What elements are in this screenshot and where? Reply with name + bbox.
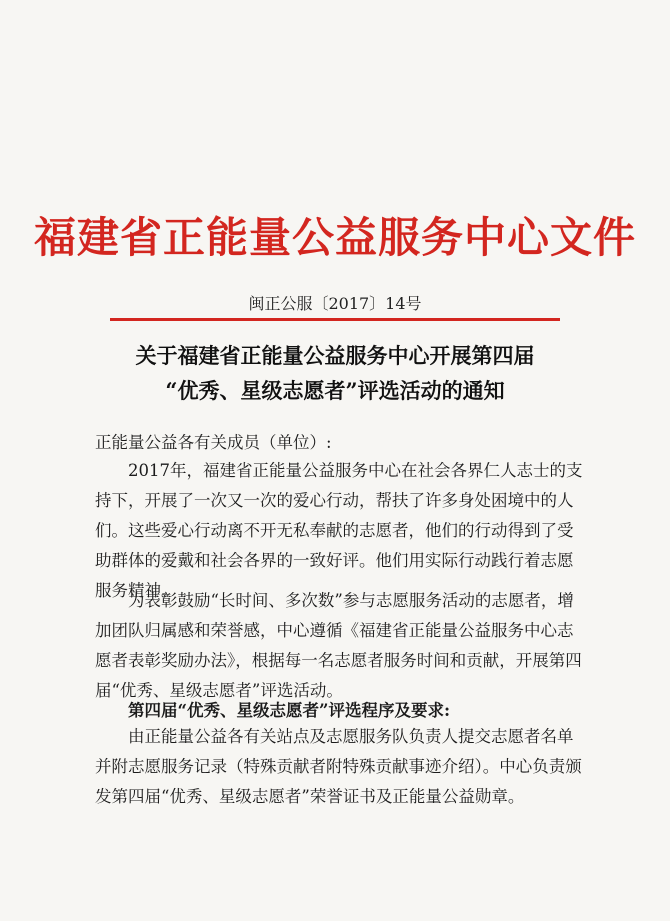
paragraph-3: 由正能量公益各有关站点及志愿服务队负责人提交志愿者名单并附志愿服务记录（特殊贡献者附特殊贡献事迹介绍）。中心负责颁发第四届“优秀、星级志愿者”荣誉证书及正能量公益勋章。 bbox=[95, 727, 582, 806]
section-heading: 第四届“优秀、星级志愿者”评选程序及要求: bbox=[128, 701, 451, 720]
notice-title-line2: “优秀、星级志愿者”评选活动的通知 bbox=[165, 378, 505, 403]
notice-title-line1: 关于福建省正能量公益服务中心开展第四届 bbox=[135, 343, 535, 368]
org-header-title: 福建省正能量公益服务中心文件 bbox=[33, 213, 636, 262]
salutation: 正能量公益各有关成员（单位）: bbox=[95, 433, 332, 452]
paragraph-1: 2017年，福建省正能量公益服务中心在社会各界仁人志士的支持下，开展了一次又一次的爱心行动，帮扶了许多身处困境中的人们。这些爱心行动离不开无私奉献的志愿者，他们的行动得到了受助群体的爱戴和社会各界的一致好评。他们用实际行动践行着志愿服务精神。 bbox=[95, 461, 583, 600]
header-divider bbox=[110, 318, 560, 321]
paragraph-2: 为表彰鼓励“长时间、多次数”参与志愿服务活动的志愿者，增加团队归属感和荣誉感，中心遵循《福建省正能量公益服务中心志愿者表彰奖励办法》，根据每一名志愿者服务时间和贡献，开展第四届“优秀、星级志愿者”评选活动。 bbox=[95, 591, 582, 700]
document-number: 闽正公服〔2017〕14号 bbox=[248, 294, 422, 313]
